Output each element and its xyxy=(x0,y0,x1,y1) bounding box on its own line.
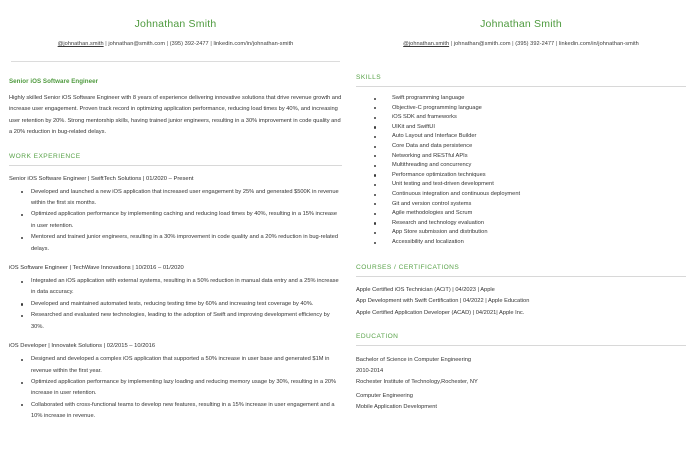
work-entry-header: iOS Developer | Innovatek Solutions | 02/2015 – 10/2016 xyxy=(9,343,156,350)
work-bullet: Optimized application performance by implementing lazy loading and reducing memory usage by 30%, resulting in a 20% increase in user retention. xyxy=(9,377,342,400)
section-divider-education xyxy=(356,345,686,346)
candidate-name-left: Johnathan Smith xyxy=(134,18,217,30)
education-school: Rochester Institute of Technology,Rochester, NY xyxy=(356,379,478,385)
candidate-name-right: Johnathan Smith xyxy=(480,18,562,30)
skill-item: Networking and RESTful APIs xyxy=(356,152,686,162)
work-entry-header: iOS Software Engineer | TechWave Innovations | 10/2016 – 01/2020 xyxy=(9,265,184,272)
contact-email-left[interactable]: johnathan@smith.com xyxy=(108,41,166,47)
work-entry xyxy=(9,175,342,255)
header-divider-left xyxy=(11,61,340,62)
work-bullet: Researched and evaluated new technologies, leading to the adoption of Swift and improving development efficiency by 30%. xyxy=(9,310,342,333)
work-bullet: Collaborated with cross-functional teams to develop new features, resulting in a 15% increase in user engagement and a 10% increase in revenue. xyxy=(9,400,342,423)
headline-job-title: Senior iOS Software Engineer xyxy=(9,78,99,85)
contact-separator: | xyxy=(208,41,214,47)
contact-linkedin-left[interactable]: linkedin.com/in/johnathan-smith xyxy=(213,41,294,47)
work-entry-bullets xyxy=(9,354,342,422)
contact-phone-right[interactable]: (395) 392-2477 xyxy=(515,41,555,47)
work-entry xyxy=(9,264,342,333)
contact-separator: | xyxy=(554,41,559,47)
education-major: Computer Engineering xyxy=(356,393,413,399)
contact-email-right[interactable]: johnathan@smith.com xyxy=(453,41,511,47)
resume-right-column xyxy=(350,0,700,459)
certifications-list xyxy=(356,285,686,320)
work-bullet: Mentored and trained junior engineers, resulting in a 30% improvement in code quality and a 20% reduction in bug-related delays. xyxy=(9,232,342,255)
education-focus: Mobile Application Development xyxy=(356,404,437,410)
skill-item: Research and technology evaluation xyxy=(356,219,686,229)
skill-item: Multithreading and concurrency xyxy=(356,161,686,171)
contact-line-left xyxy=(9,40,342,48)
skills-list xyxy=(356,94,686,248)
work-bullet: Developed and launched a new iOS application that increased user engagement by 25% and generated $500K in revenue within the first six months. xyxy=(9,187,342,210)
section-divider-skills xyxy=(356,86,686,87)
education-years: 2010-2014 xyxy=(356,368,384,374)
section-heading-skills: SKILLS xyxy=(356,74,382,81)
work-entry-bullets xyxy=(9,187,342,255)
work-bullet: Developed and maintained automated tests, reducing testing time by 60% and increasing test coverage by 40%. xyxy=(9,299,342,310)
skill-item: Auto Layout and Interface Builder xyxy=(356,132,686,142)
contact-linkedin-right[interactable]: linkedin.com/in/johnathan-smith xyxy=(558,41,639,47)
contact-phone-left[interactable]: (395) 392-2477 xyxy=(169,41,209,47)
contact-handle-right[interactable]: @johnathan.smith xyxy=(403,41,450,47)
skill-item: App Store submission and distribution xyxy=(356,228,686,238)
section-heading-education: EDUCATION xyxy=(356,333,399,340)
skill-item: Accessibility and localization xyxy=(356,238,686,248)
certification-item: Apple Certified iOS Technician (ACiT) | 04/2023 | Apple xyxy=(356,286,495,293)
education-degree: Bachelor of Science in Computer Engineering xyxy=(356,357,472,363)
skill-item: Swift programming language xyxy=(356,94,686,104)
skill-item: iOS SDK and frameworks xyxy=(356,113,686,123)
education-block xyxy=(356,355,686,413)
work-entry-header: Senior iOS Software Engineer | SwiftTech Solutions | 01/2020 – Present xyxy=(9,175,194,182)
contact-separator: | xyxy=(510,41,516,47)
section-divider-work-experience xyxy=(9,165,342,166)
contact-separator: | xyxy=(449,41,454,47)
certification-item: Apple Certified Application Developer (ACAD) | 04/2021| Apple Inc. xyxy=(356,309,525,316)
work-bullet: Integrated an iOS application with external systems, resulting in a 50% reduction in manual data entry and a 25% increase in data accuracy. xyxy=(9,276,342,299)
work-bullet: Optimized application performance by implementing caching and reducing load times by 40%, resulting in a 15% increase in user retention. xyxy=(9,209,342,232)
skill-item: Objective-C programming language xyxy=(356,104,686,114)
work-entry-bullets xyxy=(9,276,342,333)
skill-item: Continuous integration and continuous deployment xyxy=(356,190,686,200)
work-entry xyxy=(9,342,342,422)
professional-summary: Highly skilled Senior iOS Software Engineer with 8 years of experience delivering innovative solutions that drive revenue growth and increase user engagement. Proven track record in optimizing application performance, reducing load times by 40%, and increasing user retention by 20%. Strong mentorship skills, having trained junior engineers, resulting in a 30% improvement in code quality and a 20% reduction in bug-related delays. xyxy=(9,95,342,136)
skill-item: UIKit and SwiftUI xyxy=(356,123,686,133)
contact-line-right xyxy=(356,40,686,48)
contact-handle-left[interactable]: @johnathan.smith xyxy=(57,41,104,47)
skill-item: Git and version control systems xyxy=(356,200,686,210)
skill-item: Unit testing and test-driven development xyxy=(356,180,686,190)
skill-item: Performance optimization techniques xyxy=(356,171,686,181)
section-heading-courses-certifications: COURSES / CERTIFICATIONS xyxy=(356,263,460,271)
section-heading-work-experience: WORK EXPERIENCE xyxy=(9,152,81,160)
work-bullet: Designed and developed a complex iOS application that supported a 50% increase in user base and generated $1M in revenue within the first year. xyxy=(9,354,342,377)
contact-separator: | xyxy=(165,41,170,47)
skill-item: Core Data and data persistence xyxy=(356,142,686,152)
certification-item: App Development with Swift Certification | 04/2022 | Apple Education xyxy=(356,298,530,304)
contact-separator: | xyxy=(103,41,109,47)
section-divider-courses xyxy=(356,276,686,277)
skill-item: Agile methodologies and Scrum xyxy=(356,209,686,219)
